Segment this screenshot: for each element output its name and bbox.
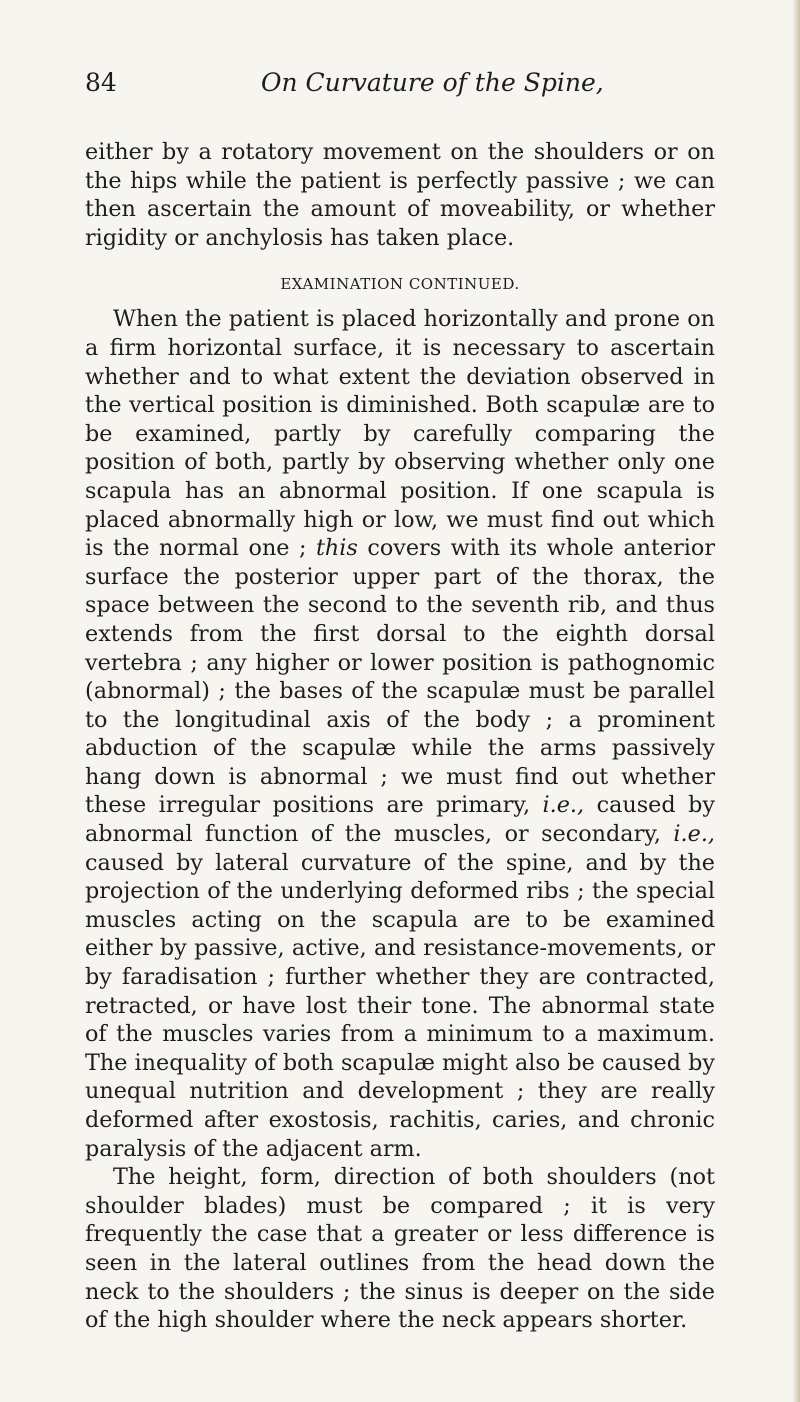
page-edge-shadow <box>792 0 800 1402</box>
page-number: 84 <box>85 68 117 97</box>
emphasis-ie: i.e., <box>542 792 585 819</box>
running-title: On Curvature of the Spine, <box>261 68 604 97</box>
paragraph-text: covers with its whole anterior surface the posterior upper part of the thorax, the space between the second to the seventh rib, and thus extends from the first dorsal to the eighth dorsal vertebra ; any higher or lower position is pathognomic (abnormal) ; the bases of the scapulæ must be parallel to the longitudinal axis of the body ; a prominent abduction of the scapulæ while the arms passively hang down is abnormal ; we must find out whether these irregular positions are primary, <box>85 535 715 819</box>
running-head <box>85 68 715 108</box>
paragraph-text: caused by lateral curvature of the spine, and by the projection of the underlying deformed ribs ; the special muscles acting on the scapula are to be examined either by passive, active, and resistance-movements, or by faradisation ; further whether they are contracted, retracted, or have lost their tone. The abnormal state of the muscles varies from a minimum to a maximum. The inequality of both scapulæ might also be caused by unequal nutrition and development ; they are really deformed after exostosis, rachitis, caries, and chronic paralysis of the adjacent arm. <box>85 849 715 1162</box>
paragraph-text: caused by abnormal function of the muscles, or secondary, <box>85 792 715 848</box>
body-text <box>85 138 715 1335</box>
paragraph-shoulders: The height, form, direction of both shoulders (not shoulder blades) must be compared ; it is very frequently the case that a greater or less difference is seen in the lateral outlines from the head down the neck to the shoulders ; the sinus is deeper on the side of the high shoulder where the neck appears shorter. <box>85 1164 715 1334</box>
paragraph-continued: either by a rotatory movement on the shoulders or on the hips while the patient is perfectly passive ; we can then ascertain the amount of moveability, or whether rigidity or anchylosis has taken place. <box>85 139 715 251</box>
paragraph-examination <box>85 305 715 1163</box>
paragraph-text: When the patient is placed horizontally and prone on a firm horizontal surface, it is necessary to ascertain whether and to what extent the deviation observed in the vertical position is diminished. Both scapulæ are to be examined, partly by carefully comparing the position of both, partly by observing whether only one scapula has an abnormal position. If one scapula is placed abnormally high or low, we must find out which is the normal one ; <box>85 306 715 562</box>
section-heading: EXAMINATION CONTINUED. <box>280 275 520 294</box>
emphasis-this: this <box>315 535 358 562</box>
emphasis-ie: i.e., <box>673 821 716 848</box>
